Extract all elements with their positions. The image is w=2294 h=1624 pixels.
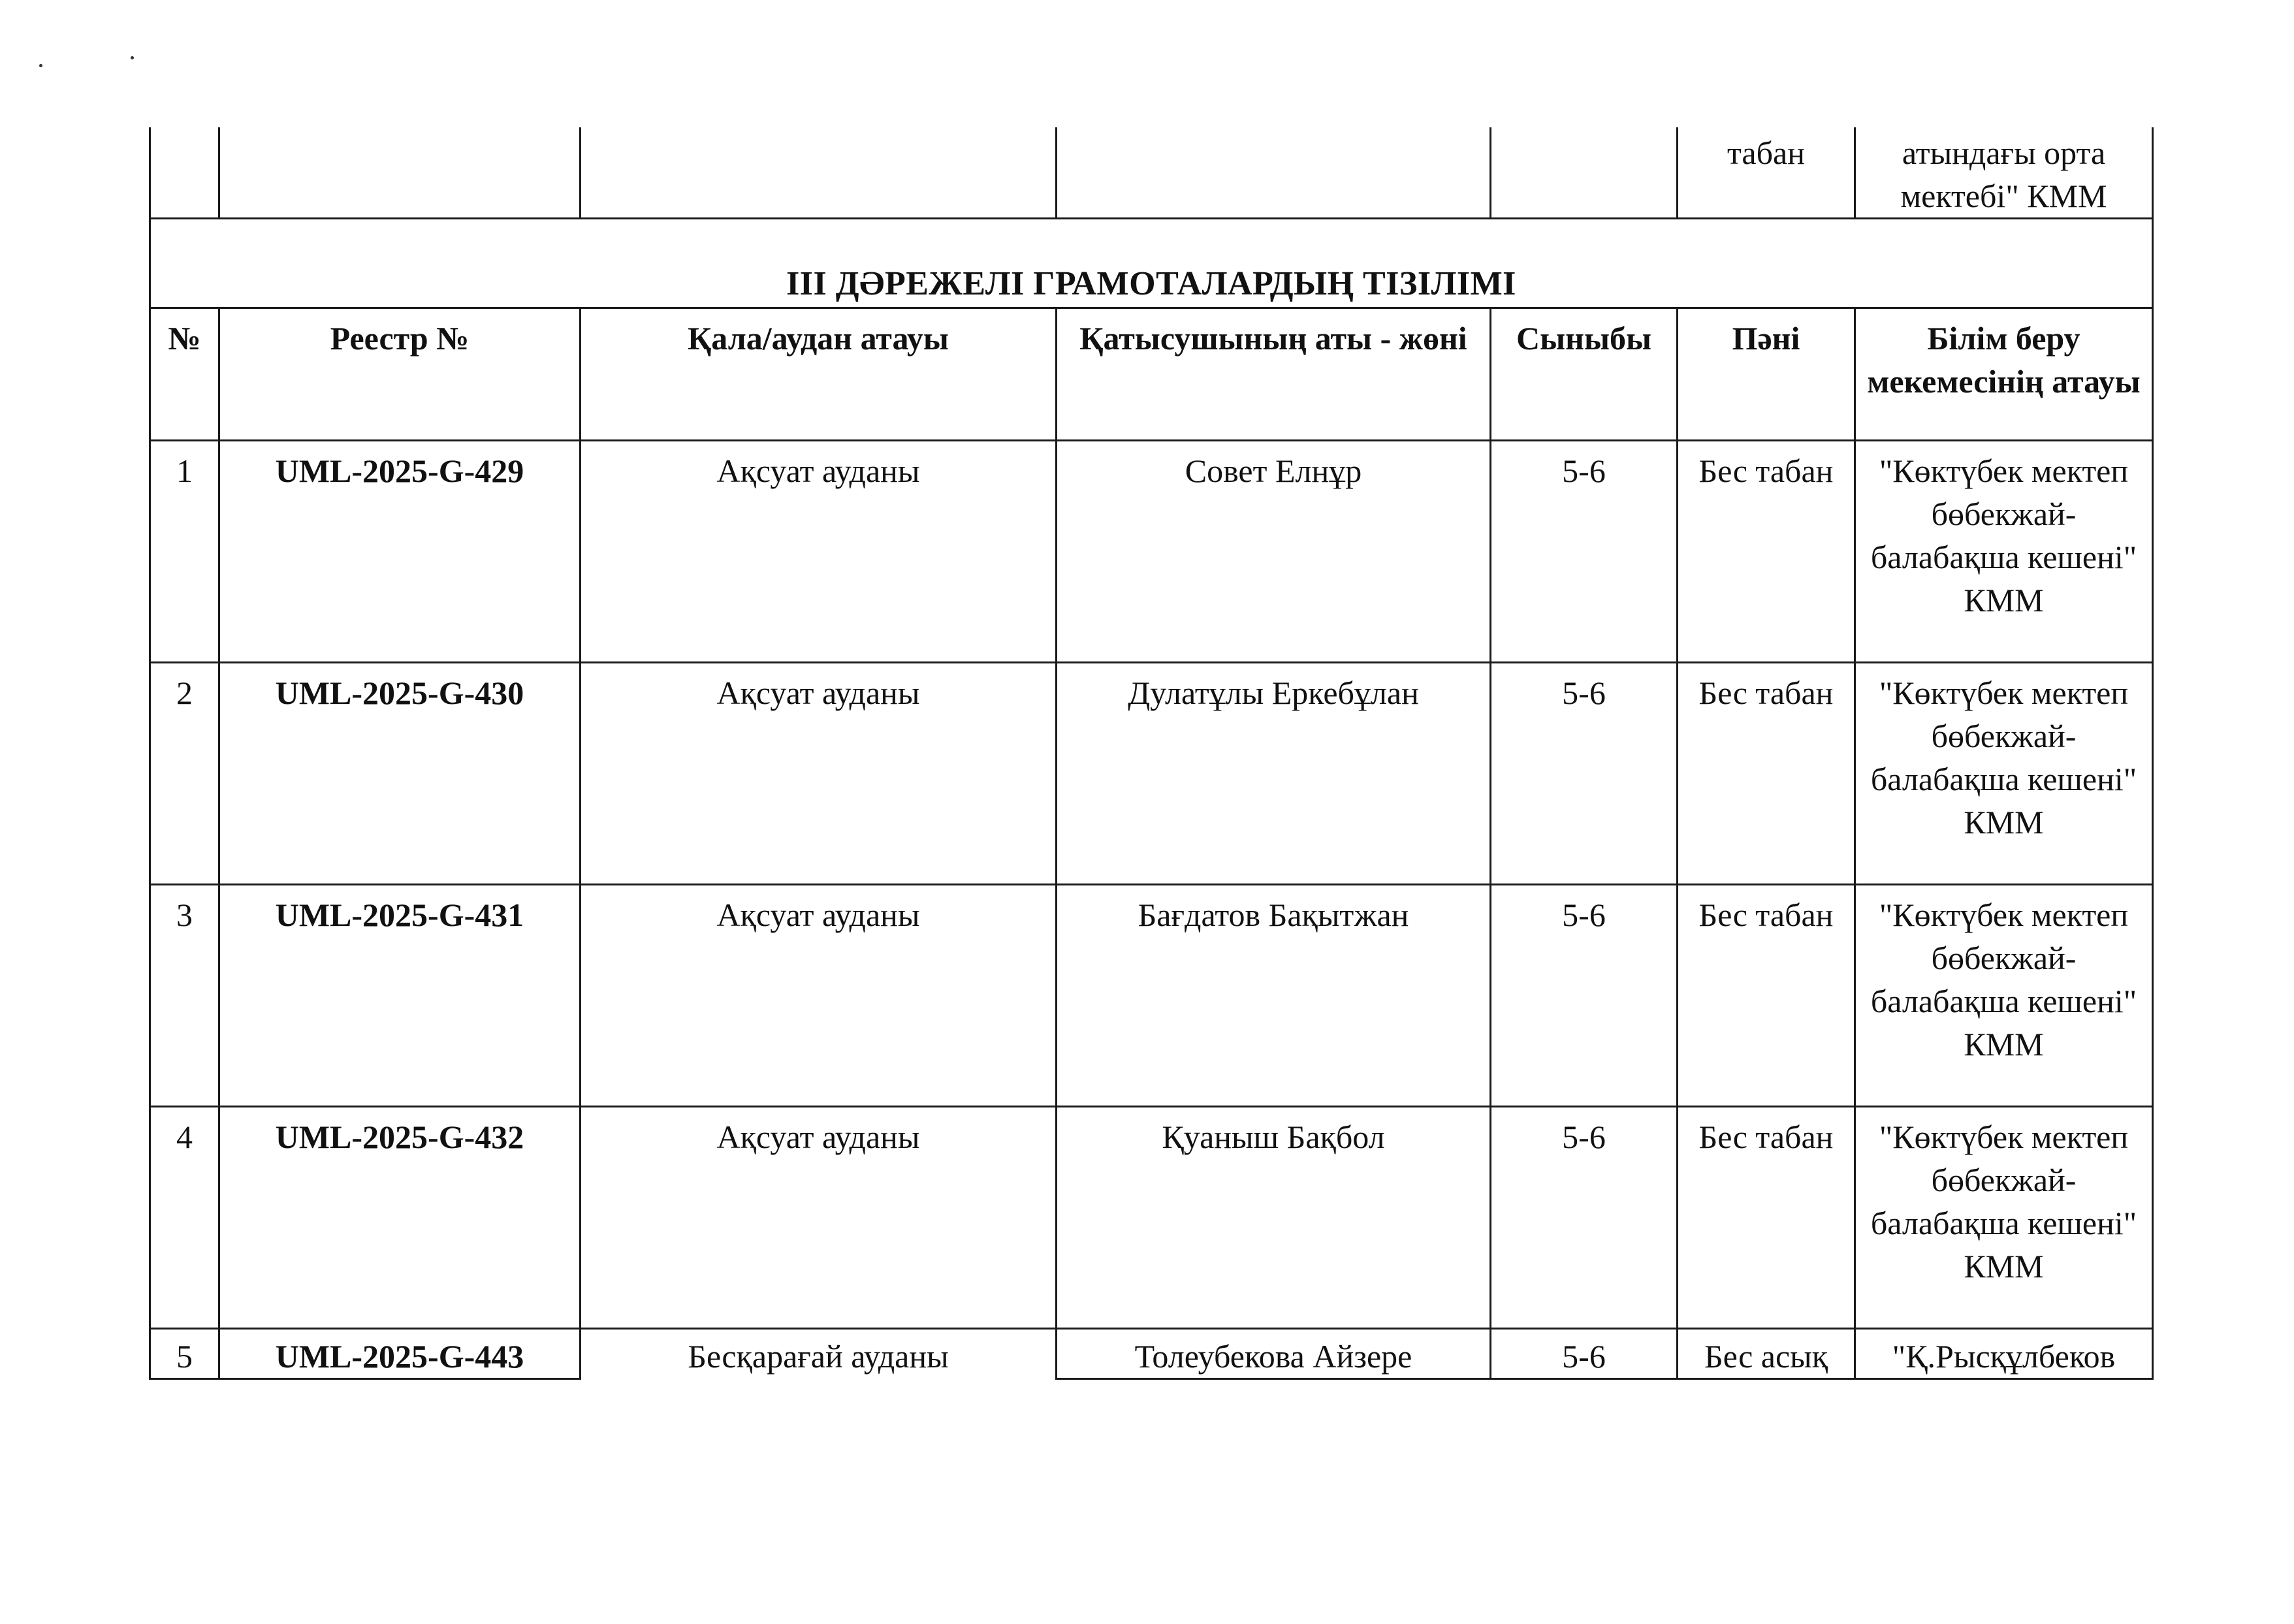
row-registry: UML-2025-G-432 (219, 1107, 581, 1329)
row-subject: Бес табан (1678, 885, 1855, 1107)
row-grade: 5-6 (1491, 663, 1678, 885)
scan-speck (131, 56, 134, 59)
continued-registry-cell (219, 127, 581, 219)
row-district: Ақсуат ауданы (581, 441, 1057, 663)
continued-row (150, 127, 2153, 219)
continued-num-cell (150, 127, 219, 219)
row-name: Бағдатов Бақытжан (1057, 885, 1491, 1107)
row-district: Ақсуат ауданы (581, 663, 1057, 885)
row-subject: Бес табан (1678, 663, 1855, 885)
row-grade: 5-6 (1491, 441, 1678, 663)
continued-school-cell: атындағы орта мектебі" КММ (1855, 127, 2153, 219)
row-num: 1 (150, 441, 219, 663)
row-registry: UML-2025-G-429 (219, 441, 581, 663)
header-name: Қатысушының аты - жөні (1057, 308, 1491, 441)
table-row (150, 885, 2153, 1107)
header-num: № (150, 308, 219, 441)
row-num: 4 (150, 1107, 219, 1329)
row-registry: UML-2025-G-431 (219, 885, 581, 1107)
header-registry: Реестр № (219, 308, 581, 441)
row-num: 3 (150, 885, 219, 1107)
row-subject: Бес табан (1678, 1107, 1855, 1329)
continued-district-cell (581, 127, 1057, 219)
header-row (150, 308, 2153, 441)
table-row (150, 1107, 2153, 1329)
header-subject: Пәні (1678, 308, 1855, 441)
row-school: "Қ.Рысқұлбеков (1855, 1329, 2153, 1379)
row-name: Қуаныш Бақбол (1057, 1107, 1491, 1329)
row-school: "Көктүбек мектеп бөбекжай-балабақша кешені" КММ (1855, 663, 2153, 885)
row-school: "Көктүбек мектеп бөбекжай-балабақша кешені" КММ (1855, 1107, 2153, 1329)
row-district: Бесқарағай ауданы (581, 1329, 1057, 1379)
row-name: Толеубекова Айзере (1057, 1329, 1491, 1379)
row-grade: 5-6 (1491, 1329, 1678, 1379)
row-num: 5 (150, 1329, 219, 1379)
table-row-partial (150, 1329, 2153, 1379)
certificate-registry-table (149, 127, 2154, 1380)
row-district: Ақсуат ауданы (581, 885, 1057, 1107)
row-num: 2 (150, 663, 219, 885)
row-registry: UML-2025-G-443 (219, 1329, 581, 1379)
row-school: "Көктүбек мектеп бөбекжай-балабақша кешені" КММ (1855, 441, 2153, 663)
continued-subject-cell: табан (1678, 127, 1855, 219)
section-title: III ДӘРЕЖЕЛІ ГРАМОТАЛАРДЫҢ ТІЗІЛІМІ (150, 219, 2153, 308)
row-name: Совет Елнұр (1057, 441, 1491, 663)
row-grade: 5-6 (1491, 1107, 1678, 1329)
row-grade: 5-6 (1491, 885, 1678, 1107)
table-row (150, 441, 2153, 663)
table-row (150, 663, 2153, 885)
header-school: Білім беру мекемесінің атауы (1855, 308, 2153, 441)
row-district: Ақсуат ауданы (581, 1107, 1057, 1329)
section-title-row (150, 219, 2153, 308)
row-registry: UML-2025-G-430 (219, 663, 581, 885)
row-school: "Көктүбек мектеп бөбекжай-балабақша кешені" КММ (1855, 885, 2153, 1107)
continued-name-cell (1057, 127, 1491, 219)
row-name: Дулатұлы Еркебұлан (1057, 663, 1491, 885)
scan-speck (39, 64, 42, 67)
header-grade: Сыныбы (1491, 308, 1678, 441)
continued-grade-cell (1491, 127, 1678, 219)
header-district: Қала/аудан атауы (581, 308, 1057, 441)
row-subject: Бес табан (1678, 441, 1855, 663)
row-subject: Бес асық (1678, 1329, 1855, 1379)
